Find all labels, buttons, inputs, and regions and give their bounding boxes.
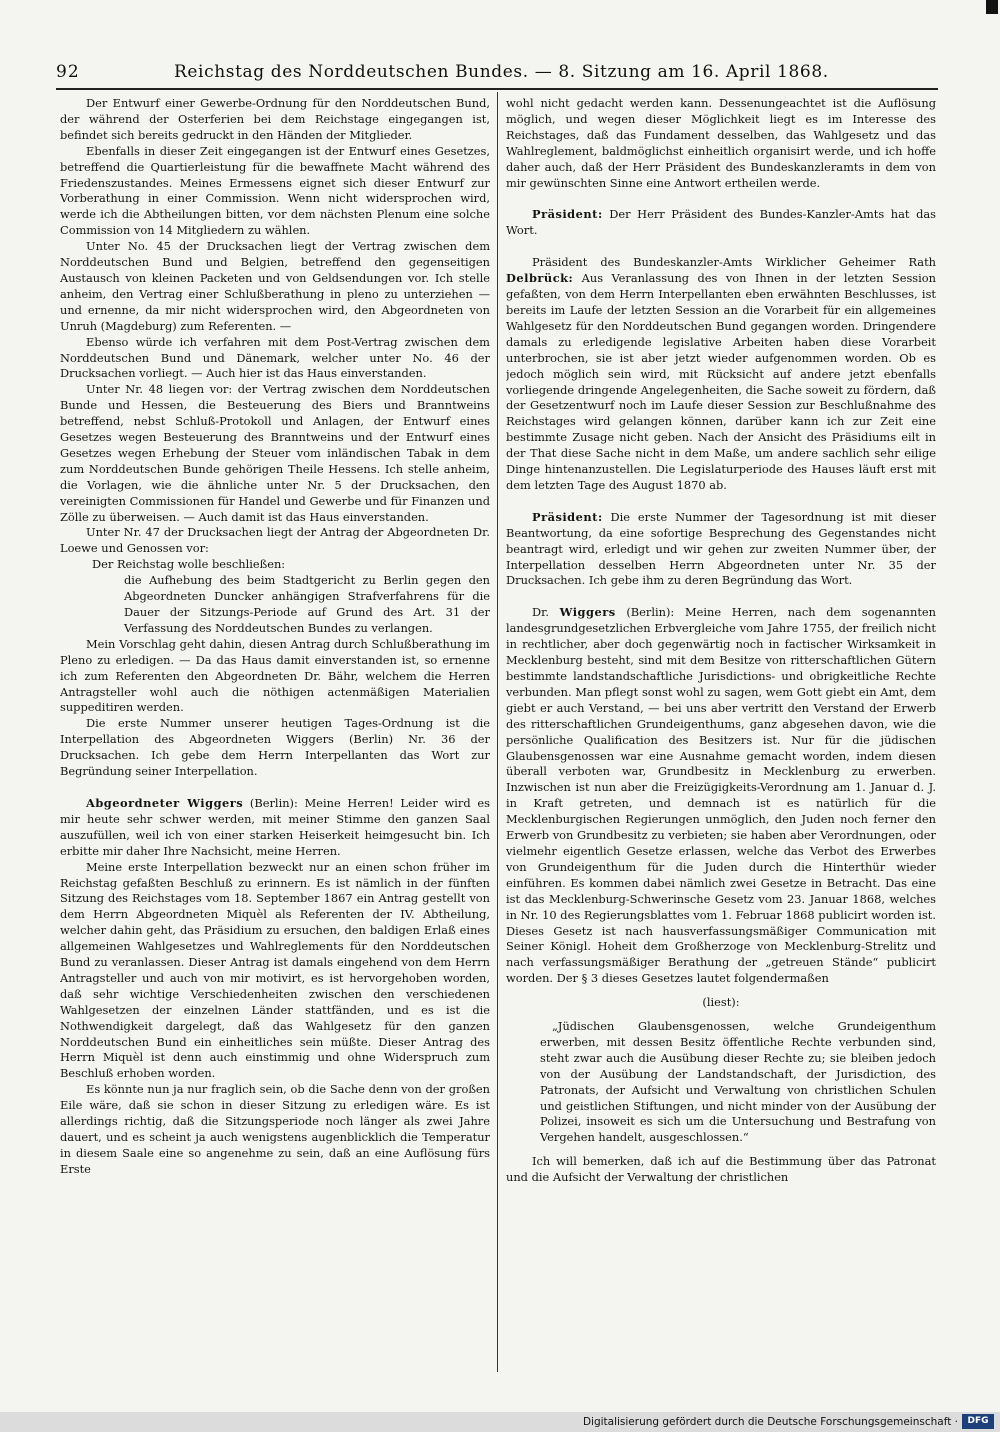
speech-text: (Berlin): Meine Herren, nach dem sogenannten landesgrundgesetzlichen Erbvergleiche vom Jahre 1755, der freilich nicht in rechtlicher, aber doch gegenwärtig noch in factischer Wirksamkeit in Mecklenburg besteht, sind mit dem Besitze von ritterschaftlichen Gütern bestimmte landstandschaftliche Jurisdictions- und obrigkeitliche Rechte verbunden. Man pflegt sonst wohl zu sagen, wem Gott giebt ein Amt, dem giebt er auch Verstand, — bei uns aber vertritt den Verstand der Erwerb des ritterschaftlichen Grundeigenthums, ganz abgesehen davon, wie die persönliche Qualification des Besitzers ist. Nur für die jüdischen Glaubensgenossen war eine Ausnahme gemacht worden, indem diesen überall verboten war, Grundbesitz in Mecklenburg zu erwerben. Inzwischen ist nun aber die Freizügigkeits-Verordnung am 1. Januar d. J. in Kraft getreten, und demnach ist es natürlich für die Mecklenburgischen Regierungen unmöglich, den Juden noch ferner den Erwerb von Grundbesitz zu verbieten; sie haben aber Verordnungen, oder vielmehr eigentlich Gesetze erlassen, welche das Verbot des Erwerbes von Grundeigenthum für die Juden durch die Hinterthür wieder einführen. Es kommen dabei nämlich zwei Gesetze in Betracht. Das eine ist das Mecklenburg-Schwerinsche Gesetz vom 23. Januar 1868, welches in Nr. 10 des Regierungsblattes vom 1. Februar 1868 publicirt worden ist. Dieses Gesetz ist nach hausverfassungsmäßiger Communication mit Seiner Königl. Hoheit dem Großherzoge von Mecklenburg-Strelitz und nach verfassungsmäßiger Berathung der „getreuen Stände“ publicirt worden. Der § 3 dieses Gesetzes lautet folgendermaßen xyxy=(506,605,936,986)
page-number: 92 xyxy=(56,62,80,82)
motion-intro: Der Reichstag wolle beschließen: xyxy=(92,557,286,572)
speech-wiggers xyxy=(506,605,936,987)
running-title: Reichstag des Norddeutschen Bundes. — 8. Sitzung am 16. April 1868. xyxy=(174,62,829,82)
paragraph: Mein Vorschlag geht dahin, diesen Antrag durch Schlußberathung im Pleno zu erledigen. — Da das Haus damit einverstanden ist, so ernenne ich zum Referenten den Abgeordneten Dr. Bähr, welchem die Herren Antragsteller wohl auch die nöthigen actenmäßigen Materialien suppeditiren werden. xyxy=(60,636,490,715)
speech-text: (Berlin): Meine Herren! Leider wird es mir heute sehr schwer werden, mit meiner Stimme den ganzen Saal auszufüllen, weil ich von einer starken Heiserkeit heimgesucht bin. Ich erbitte mir daher Ihre Nachsicht, meine Herren. xyxy=(60,795,490,858)
speaker-name: Präsident: xyxy=(532,207,603,222)
paragraph: Ich will bemerken, daß ich auf die Bestimmung über das Patronat und die Aufsicht der Verwaltung der christlichen xyxy=(506,1154,936,1185)
speech-text: Die erste Nummer der Tagesordnung ist mit dieser Beantwortung, da eine sofortige Besprechung des Gegenstandes nicht beantragt wird, erledigt und wir gehen zur zweiten Nummer über, der Interpellation desselben Herrn Abgeordneten unter Nr. 35 der Drucksachen. Ich gebe ihm zu deren Begründung das Wort. xyxy=(506,509,936,588)
paragraph: Unter No. 45 der Drucksachen liegt der Vertrag zwischen dem Norddeutschen Bund und Belgien, betreffend den gegenseitigen Austausch von kleinen Packeten und von Geldsendungen vor. Ich stelle anheim, den Vertrag einer Schlußberathung in pleno zu unterziehen — und ernenne, da mir nicht widersprochen wird, den Abgeordneten von Unruh (Magdeburg) zum Referenten. — xyxy=(60,239,490,333)
dfg-logo: DFG xyxy=(962,1414,994,1429)
speech-president xyxy=(506,510,936,590)
page-header xyxy=(56,60,938,86)
left-column xyxy=(60,96,490,1376)
paragraph: Es könnte nun ja nur fraglich sein, ob die Sache denn von der großen Eile wäre, daß sie schon in dieser Sitzung zu erledigen wäre. Es ist allerdings richtig, daß die Sitzungsperiode noch länger als zwei Jahre dauert, und es scheint ja auch wenigstens augenblicklich die Temperatur in diesem Saale eine so angenehme zu sein, daß an eine Auflösung fürs Erste xyxy=(60,1082,490,1176)
paragraph: Ebenfalls in dieser Zeit eingegangen ist der Entwurf eines Gesetzes, betreffend die Quartierleistung für die bewaffnete Macht während des Friedenszustandes. Meines Ermessens eignet sich dieser Entwurf zur Vorberathung in einer Commission. Wenn nicht widersprochen wird, werde ich die Abtheilungen bitten, vor dem nächsten Plenum eine solche Commission von 14 Mitgliedern zu wählen. xyxy=(60,143,490,238)
speech-text: Der Herr Präsident des Bundes-Kanzler-Amts hat das Wort. xyxy=(506,207,936,238)
paragraph: Ebenso würde ich verfahren mit dem Post-Vertrag zwischen dem Norddeutschen Bund und Dänemark, welcher unter No. 46 der Drucksachen vorliegt. — Auch hier ist das Haus einverstanden. xyxy=(60,334,490,381)
paragraph: Die erste Nummer unserer heutigen Tages-Ordnung ist die Interpellation des Abgeordneten Wiggers (Berlin) Nr. 36 der Drucksachen. Ich gebe dem Herrn Interpellanten das Wort zur Begründung seiner Interpellation. xyxy=(60,716,490,779)
speech-president xyxy=(506,207,936,239)
motion-text: die Aufhebung des beim Stadtgericht zu Berlin gegen den Abgeordneten Duncker anhängigen Strafverfahrens für die Dauer der Sitzungs-Periode auf Grund des Art. 31 der Verfassung des Norddeutschen Bundes zu verlangen. xyxy=(124,573,490,635)
law-quote: „Jüdischen Glaubensgenossen, welche Grundeigenthum erwerben, mit dessen Besitz öffentliche Rechte verbunden sind, steht zwar auch die Ausübung dieser Rechte zu; sie bleiben jedoch von der Ausübung der Landstandschaft, der Jurisdiction, des Patronats, der Aufsicht und Verwaltung von christlichen Schulen und geistlichen Stiftungen, und nicht minder von der Ausübung der Polizei, insoweit es sich um die Untersuchung und Bestrafung von Vergehen handelt, ausgeschlossen.“ xyxy=(540,1019,936,1145)
speaker-name: Delbrück: xyxy=(506,271,574,286)
speaker-name: Abgeordneter Wiggers xyxy=(86,795,244,810)
paragraph: Meine erste Interpellation bezweckt nur an einen schon früher im Reichstag gefaßten Beschluß zu erinnern. Es ist nämlich in der fünften Sitzung des Reichstages vom 18. September 1867 ein Antrag gestellt von dem Herrn Abgeordneten Miquèl als Referenten der IV. Abtheilung, welcher dahin geht, das Präsidium zu ersuchen, den baldigen Erlaß eines allgemeinen Wahlgesetzes und Wahlreglements für den Norddeutschen Bund zu veranlassen. Dieser Antrag ist damals eingehend von dem Herrn Antragsteller und auch von mir motivirt, es ist hervorgehoben worden, daß sehr wichtige Verschiedenheiten zwischen den verschiedenen Wahlgesetzen der einzelnen Länder stattfänden, und es ist die Nothwendigkeit dargelegt, daß das Wahlgesetz für den ganzen Norddeutschen Bund ein einheitliches sein müßte. Dieser Antrag des Herrn Miquèl ist denn auch einstimmig und ohne Widerspruch zum Beschluß erhoben worden. xyxy=(60,859,490,1081)
header-rule xyxy=(56,88,938,90)
scan-corner-mark xyxy=(986,0,998,14)
footer-credit: Digitalisierung gefördert durch die Deutsche Forschungsgemeinschaft · xyxy=(582,1416,958,1428)
paragraph: Unter Nr. 47 der Drucksachen liegt der Antrag der Abgeordneten Dr. Loewe und Genossen vor: xyxy=(60,525,490,556)
speaker-name: Präsident: xyxy=(532,509,603,524)
right-column xyxy=(506,96,936,1376)
paragraph: Der Entwurf einer Gewerbe-Ordnung für den Norddeutschen Bund, der während der Osterferien bei dem Reichstage eingegangen ist, befindet sich bereits gedruckt in den Händen der Mitglieder. xyxy=(60,96,490,142)
paragraph: Unter Nr. 48 liegen vor: der Vertrag zwischen dem Norddeutschen Bunde und Hessen, die Besteuerung des Biers und Branntweins betreffend, nebst Schluß-Protokoll und Anlagen, der Entwurf eines Gesetzes wegen Besteuerung des Branntweins und der Entwurf eines Gesetzes wegen Erhebung der Steuer vom inländischen Tabak in dem zum Norddeutschen Bunde gehörigen Theile Hessens. Ich stelle anheim, die Vorlagen, wie die ähnliche unter Nr. 5 der Drucksachen, den vereinigten Commissionen für Handel und Gewerbe und für Finanzen und Zölle zu überweisen. — Auch damit ist das Haus einverstanden. xyxy=(60,382,490,524)
column-divider xyxy=(497,92,498,1372)
speech-text: Aus Veranlassung des von Ihnen in der letzten Session gefaßten, von dem Herrn Interpellanten eben erwähnten Beschlusses, ist bereits im Laufe der letzten Session an die Vorarbeit für ein allgemeines Wahlgesetz für den Norddeutschen Bund gegangen worden. Dringendere damals zu erledigende legislative Arbeiten haben diese Vorarbeit unterbrochen, sie ist aber jetzt wieder aufgenommen worden. Ob es jedoch möglich sein wird, mit Rücksicht auf andere jetzt ebenfalls vorliegende dringende Angelegenheiten, die Sache soweit zu fördern, daß der Gesetzentwurf noch im Laufe dieser Session zur Beschlußnahme des Reichstages wird gelangen können, darüber kann ich zur Zeit eine bestimmte Zusage nicht geben. Nach der Ansicht des Präsidiums eilt in der That diese Sache nicht in dem Maße, um andere sachlich sehr eilige Dinge hintenanzustellen. Die Legislaturperiode des Hauses läuft erst mit dem letzten Tage des August 1870 ab. xyxy=(506,271,936,492)
speech-wiggers xyxy=(60,796,490,860)
reads-note: (liest): xyxy=(702,995,740,1010)
paragraph: wohl nicht gedacht werden kann. Dessenungeachtet ist die Auflösung möglich, und wegen dieser Möglichkeit liegt es im Interesse des Reichstages, daß das Fundament desselben, das Wahlgesetz und das Wahlreglement, baldmöglichst einheitlich organisirt werde, und ich hoffe daher auch, daß der Herr Präsident des Bundeskanzleramts in dem von mir gewünschten Sinne eine Antwort ertheilen werde. xyxy=(506,96,936,190)
speech-delbrueck xyxy=(506,255,936,494)
speaker-name: Wiggers xyxy=(559,605,616,620)
speaker-title: Präsident des Bundeskanzler-Amts Wirklicher Geheimer Rath xyxy=(532,255,936,270)
speaker-title: Dr. xyxy=(532,605,560,620)
